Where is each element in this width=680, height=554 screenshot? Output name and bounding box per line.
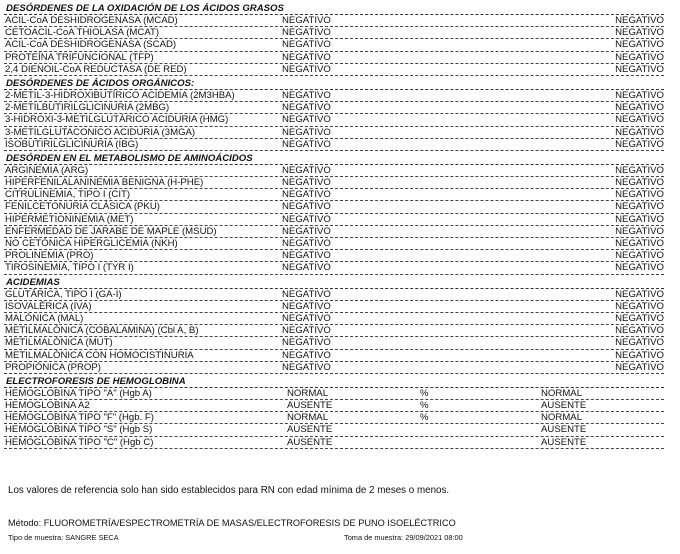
reference-value: NEGATIVO (615, 114, 664, 126)
reference-value: AUSENTE (541, 400, 587, 412)
result-row (4, 301, 664, 313)
test-name: 3-HIDROXI-3-METILGLUTÁRICO ACIDURIA (HMG) (5, 114, 229, 126)
result-row (4, 64, 664, 76)
test-name: ACIL-CoA DESHIDROGENASA (SCAD) (5, 39, 177, 51)
test-name: HIPERFENILALANINEMIA BENIGNA (H-PHE) (5, 177, 204, 189)
reference-value: NEGATIVO (615, 63, 664, 75)
test-result: NEGATIVO (282, 164, 331, 176)
test-result: NEGATIVO (282, 39, 331, 51)
test-name: TIROSINEMIA, TIPO I (TYR I) (5, 262, 134, 274)
hemoglobin-row (4, 412, 664, 424)
test-result: NEGATIVO (282, 325, 331, 337)
hemoglobin-row (4, 400, 664, 412)
test-name: MALÓNICA (MAL) (5, 312, 84, 324)
reference-value: NEGATIVO (615, 189, 664, 201)
hemoglobin-row (4, 424, 664, 436)
test-name: ARGINEMIA (ARG) (5, 164, 89, 176)
results-sheet (4, 3, 664, 449)
result-row (4, 102, 664, 114)
reference-value: NEGATIVO (615, 51, 664, 63)
test-result: NEGATIVO (282, 337, 331, 349)
test-name: ACIL-CoA DESHIDROGENASA (MCAD) (5, 15, 178, 26)
result-row (4, 39, 664, 51)
reference-value: NEGATIVO (615, 288, 664, 300)
sample-type: Tipo de muestra: SANGRE SECA (8, 533, 119, 542)
test-name: HIPERMETIONINEMIA (MET) (5, 213, 134, 225)
reference-value: NEGATIVO (615, 102, 664, 114)
test-result: NEGATIVO (282, 349, 331, 361)
reference-value: NEGATIVO (615, 262, 664, 274)
reference-value: NEGATIVO (615, 15, 664, 26)
reference-value: NEGATIVO (615, 361, 664, 373)
test-result: AUSENTE (287, 436, 333, 448)
result-row (4, 15, 664, 27)
test-name: 2-METIL-3-HIDROXIBUTÍRICO ACIDEMIA (2M3HBA) (5, 89, 235, 101)
result-row (4, 250, 664, 262)
result-row (4, 350, 664, 362)
test-name: PROPIÓNICA (PROP) (5, 361, 101, 373)
reference-value: NEGATIVO (615, 164, 664, 176)
reference-value: NEGATIVO (615, 89, 664, 101)
reference-value: NEGATIVO (615, 39, 664, 51)
result-row (4, 127, 664, 139)
method-line: Método: FLUOROMETRÍA/ESPECTROMETRÍA DE MASAS/ELECTROFORESIS DE PUNO ISOELÉCTRICO (8, 518, 456, 528)
test-name: HEMOGLOBINA TIPO "C" (Hgb C) (5, 436, 154, 448)
reference-value: NEGATIVO (615, 238, 664, 249)
reference-value: AUSENTE (541, 436, 587, 448)
reference-note: Los valores de referencia solo han sido establecidos para RN con edad mínima de 2 meses o menos. (8, 485, 450, 496)
test-result: NEGATIVO (282, 51, 331, 63)
result-row (4, 52, 664, 64)
test-name: HEMOGLOBINA TIPO "A" (Hgb A) (5, 387, 152, 399)
test-result: AUSENTE (287, 400, 333, 412)
test-name: NO CETÓNICA HIPERGLICEMIA (NKH) (5, 238, 178, 249)
section-title: DESÓRDENES DE LA OXIDACIÓN DE LOS ÁCIDOS GRASOS (4, 3, 664, 15)
test-result: NEGATIVO (282, 250, 331, 262)
test-result: NEGATIVO (282, 138, 331, 150)
test-name: GLUTÁRICA, TIPO I (GA-I) (5, 288, 122, 300)
reference-value: NEGATIVO (615, 250, 664, 262)
result-row (4, 362, 664, 374)
test-name: 2,4 DIENOIL-CoA REDUCTASA (DE RED) (5, 63, 187, 75)
reference-value: AUSENTE (541, 424, 587, 436)
test-result: NEGATIVO (282, 300, 331, 312)
test-result: NEGATIVO (282, 213, 331, 225)
section-title: DESÓRDENES DE ÁCIDOS ORGÁNICOS: (4, 78, 664, 90)
result-row (4, 262, 664, 274)
result-row (4, 90, 664, 102)
test-name: CETOACIL-CoA THIOLASA (MCAT) (5, 27, 160, 39)
reference-value: NEGATIVO (615, 312, 664, 324)
test-result: NEGATIVO (282, 102, 331, 114)
test-name: 2-METILBUTIRILGLICINURIA (2MBG) (5, 102, 170, 114)
test-name: HEMOGLOBINA TIPO "S" (Hgb S) (5, 424, 153, 436)
test-result: NEGATIVO (282, 225, 331, 237)
test-name: METILMALÓNICA (MUT) (5, 337, 113, 349)
reference-value: NEGATIVO (615, 349, 664, 361)
test-name: METILMALÓNICA (COBALAMINA) (Cbl A, B) (5, 325, 199, 337)
test-result: NEGATIVO (282, 114, 331, 126)
test-name: 3-METILGLUTACONICO ACIDURIA (3MGA) (5, 126, 196, 138)
test-result: NEGATIVO (282, 189, 331, 201)
test-result: NEGATIVO (282, 126, 331, 138)
test-result: NEGATIVO (282, 201, 331, 213)
test-result: NEGATIVO (282, 63, 331, 75)
result-row (4, 325, 664, 337)
reference-value: NEGATIVO (615, 126, 664, 138)
hemoglobin-row (4, 388, 664, 400)
result-row (4, 337, 664, 349)
result-row (4, 189, 664, 201)
reference-value: NEGATIVO (615, 177, 664, 189)
reference-value: NEGATIVO (615, 225, 664, 237)
result-row (4, 165, 664, 177)
section-title: ACIDEMIAS (4, 277, 664, 289)
reference-value: NEGATIVO (615, 27, 664, 39)
result-row (4, 201, 664, 213)
test-result: NEGATIVO (282, 288, 331, 300)
test-result: NEGATIVO (282, 312, 331, 324)
reference-value: NEGATIVO (615, 201, 664, 213)
reference-value: NEGATIVO (615, 300, 664, 312)
test-result: NORMAL (287, 387, 329, 399)
result-row (4, 214, 664, 226)
reference-value: NORMAL (541, 387, 583, 399)
test-name: METILMALÓNICA CON HOMOCISTINURIA (5, 349, 194, 361)
test-result: NEGATIVO (282, 361, 331, 373)
unit-label: % (420, 400, 429, 412)
reference-value: NEGATIVO (615, 138, 664, 150)
result-row (4, 289, 664, 301)
test-result: NEGATIVO (282, 262, 331, 274)
result-row (4, 177, 664, 189)
reference-value: NEGATIVO (615, 337, 664, 349)
reference-value: NORMAL (541, 412, 583, 424)
result-row (4, 226, 664, 238)
test-result: NEGATIVO (282, 177, 331, 189)
result-row (4, 27, 664, 39)
test-name: ENFERMEDAD DE JARABE DE MAPLE (MSUD) (5, 225, 217, 237)
unit-label: % (420, 412, 429, 424)
test-result: NEGATIVO (282, 89, 331, 101)
test-result: NEGATIVO (282, 15, 331, 26)
test-name: CITRULINEMIA, TIPO I (CIT) (5, 189, 131, 201)
result-row (4, 114, 664, 126)
test-name: ISOBUTIRILGLICINURIA (IBG) (5, 138, 139, 150)
test-result: NORMAL (287, 412, 329, 424)
test-result: AUSENTE (287, 424, 333, 436)
reference-value: NEGATIVO (615, 325, 664, 337)
hemoglobin-row (4, 437, 664, 449)
result-row (4, 238, 664, 250)
test-name: FENILCETONURIA CLÁSICA (PKU) (5, 201, 160, 213)
test-name: PROLINEMIA (PRO) (5, 250, 94, 262)
section-title: ELECTROFORESIS DE HEMOGLOBINA (4, 376, 664, 388)
result-row (4, 313, 664, 325)
result-row (4, 139, 664, 151)
test-name: HEMOGLOBINA TIPO "F" (Hgb. F) (5, 412, 154, 424)
reference-value: NEGATIVO (615, 213, 664, 225)
test-result: NEGATIVO (282, 238, 331, 249)
test-name: HEMOGLOBINA A2 (5, 400, 90, 412)
test-name: ISOVALÉRICA (IVA) (5, 300, 92, 312)
sample-taken-date: Toma de muestra: 29/09/2021 08:00 (344, 533, 463, 542)
unit-label: % (420, 387, 429, 399)
test-result: NEGATIVO (282, 27, 331, 39)
section-title: DESÓRDEN EN EL METABOLISMO DE AMINOÁCIDOS (4, 153, 664, 165)
test-name: PROTEÍNA TRIFUNCIONAL (TFP) (5, 51, 154, 63)
